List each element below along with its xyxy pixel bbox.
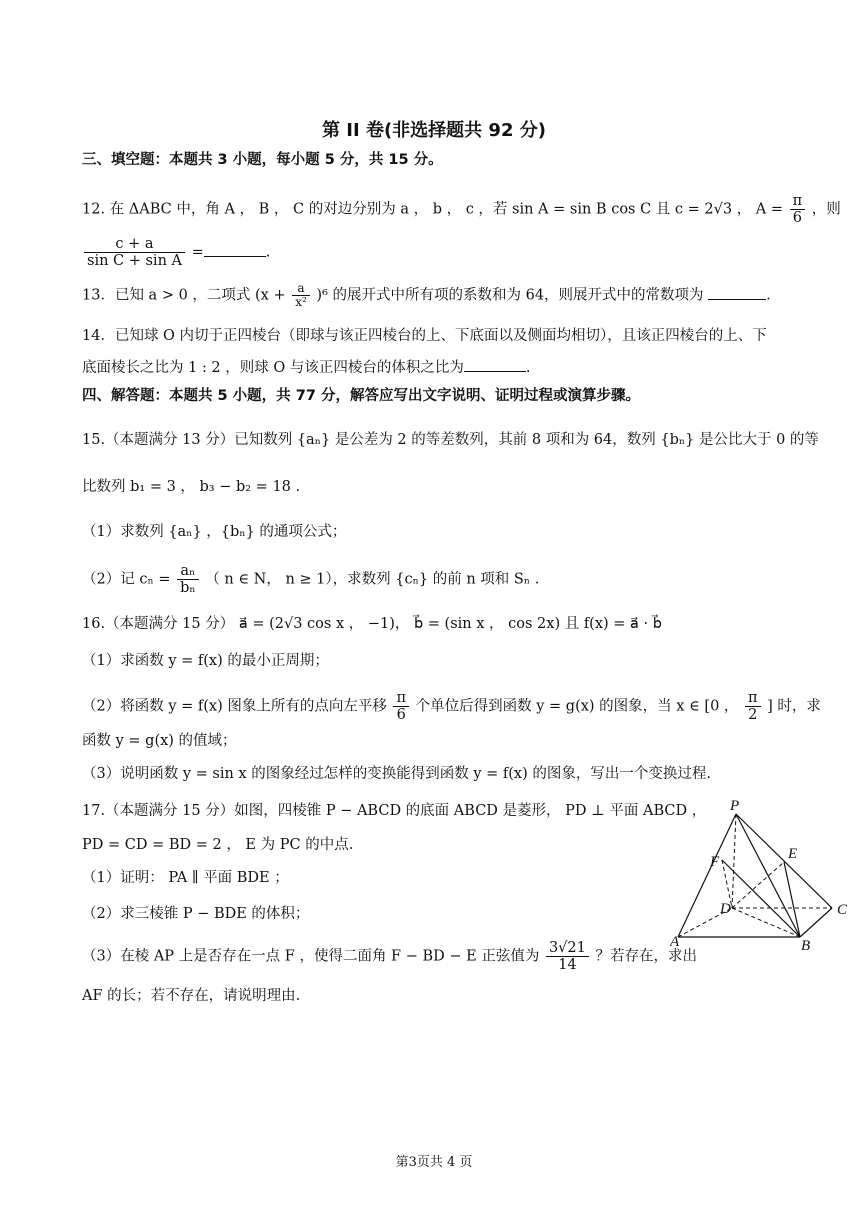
q17-frac-num: 3√21 [546,940,589,957]
q13-end: . [766,287,771,304]
edge-EB [784,862,800,937]
q16-frac2-den: 2 [748,707,758,723]
label-C: C [837,902,848,918]
q12-fraction-pi-6 [790,193,806,226]
q13-answer-blank[interactable] [708,285,766,300]
q15-frac-den: bₙ [180,580,196,596]
q17-fraction [546,940,589,973]
question-12-line1 [82,193,841,226]
label-E: E [788,846,798,862]
label-F: F [710,854,720,870]
q16-p2-mid: 个单位后得到函数 y = g(x) 的图象，当 x ∈ [0 ， [415,698,739,715]
q15-p2-lead: （2）记 cₙ = [82,571,171,588]
label-D: D [720,901,731,917]
q13-text2: )⁶ 的展开式中所有项的系数和为 64，则展开式中的常数项为 [316,287,704,304]
q14-end: . [525,360,531,376]
page-title: 第 II 卷(非选择题共 92 分) [322,120,546,141]
question-17-part3 [82,940,697,973]
edge-PD [732,814,736,908]
question-14-line1: 14．已知球 O 内切于正四棱台（即球与该正四棱台的上、下底面以及侧面均相切），且该正四棱台的上、下 [82,328,767,344]
question-16-line1: 16.（本题满分 15 分） a⃗ = (2√3 cos x ， −1)， b⃗ = (sin x ， cos 2x) 且 f(x) = a⃗ · b⃗ [82,616,662,632]
q15-p2-tail: （ n ∈ N， n ≥ 1），求数列 {cₙ} 的前 n 项和 Sₙ . [205,571,540,588]
section-solution-heading: 四、解答题：本题共 5 小题，共 77 分，解答应写出文字说明、证明过程或演算步骤。 [82,388,640,404]
question-17-part2: （2）求三棱锥 P − BDE 的体积； [82,906,310,922]
label-A: A [670,934,680,950]
q12-frac-den: 6 [792,210,803,226]
page-footer: 第3页共 4 页 [395,1155,473,1170]
q12-equals: = [191,244,204,261]
q15-frac-num: aₙ [177,563,199,580]
q16-fraction-pi-2 [745,690,761,723]
q12-lead: 12. 在 ΔABC 中，角 A ， B ， C 的对边分别为 a ， b ， c ，若 sin A = sin B cos C 且 c = 2√3 ， A = [82,201,784,218]
edge-BC [800,908,832,937]
question-12-line2 [82,236,270,269]
q16-fraction-pi-6 [393,690,409,723]
q15-fraction [177,563,199,596]
edge-DE [732,862,784,908]
q12-tail: ，则 [811,201,841,218]
q12-end: . [265,244,271,261]
edge-PB [736,814,800,937]
label-B: B [801,938,811,954]
question-13 [82,282,771,309]
q16-frac-num: π [393,690,409,707]
q13-fraction [292,282,310,309]
q16-frac-den: 6 [396,707,406,723]
q12-fraction-main [84,236,185,269]
q16-p2-lead: （2）将函数 y = f(x) 图象上所有的点向左平移 [82,698,387,715]
question-15-part2 [82,563,539,596]
q12-frac2-num: c + a [84,236,185,253]
question-16-part3: （3）说明函数 y = sin x 的图象经过怎样的变换能得到函数 y = f(x) 的图象，写出一个变换过程. [82,766,711,782]
question-14-line2 [82,357,531,379]
pyramid-figure [670,800,855,960]
q17-p3-tail: ？若存在，求出 [595,948,697,965]
q17-p3-lead: （3）在棱 AP 上是否存在一点 F ，使得二面角 F − BD − E 正弦值为 [82,948,540,965]
question-17-part1: （1）证明： PA ∥ 平面 BDE ； [82,870,289,886]
q13-text1: 13．已知 a > 0 ，二项式 (x + [82,287,286,304]
label-P: P [730,800,740,814]
section-fill-in-heading: 三、填空题：本题共 3 小题，每小题 5 分，共 15 分。 [82,152,443,168]
question-17-line1: 17.（本题满分 15 分）如图，四棱锥 P − ABCD 的底面 ABCD 是菱形， PD ⊥ 平面 ABCD ， [82,803,707,819]
q16-p2-tail: ] 时，求 [767,698,821,715]
q12-frac2-den: sin C + sin A [87,253,182,269]
edge-PC [736,814,832,908]
edge-DB [732,908,800,937]
question-17-part3-cont: AF 的长；若不存在，请说明理由. [82,988,301,1004]
q12-answer-blank[interactable] [204,242,266,257]
edge-PA [678,814,736,937]
q13-frac-den: x² [295,295,307,309]
q17-frac-den: 14 [558,957,577,973]
question-16-part1: （1）求函数 y = f(x) 的最小正周期； [82,653,329,669]
question-16-part2-cont: 函数 y = g(x) 的值域； [82,733,237,749]
q12-frac-num: π [790,193,806,210]
question-15-part1: （1）求数列 {aₙ} ，{bₙ} 的通项公式； [82,524,347,540]
q14-text: 底面棱长之比为 1 : 2 ，则球 O 与该正四棱台的体积之比为 [82,360,464,376]
question-16-part2 [82,690,821,723]
q14-answer-blank[interactable] [464,357,526,372]
question-17-line2: PD = CD = BD = 2 ， E 为 PC 的中点. [82,837,354,853]
q16-frac2-num: π [745,690,761,707]
question-15-line2: 比数列 b₁ = 3 ， b₃ − b₂ = 18 . [82,479,301,495]
question-15-line1: 15.（本题满分 13 分）已知数列 {aₙ} 是公差为 2 的等差数列，其前 8 项和为 64，数列 {bₙ} 是公比大于 0 的等 [82,432,819,448]
q13-frac-num: a [292,282,310,296]
